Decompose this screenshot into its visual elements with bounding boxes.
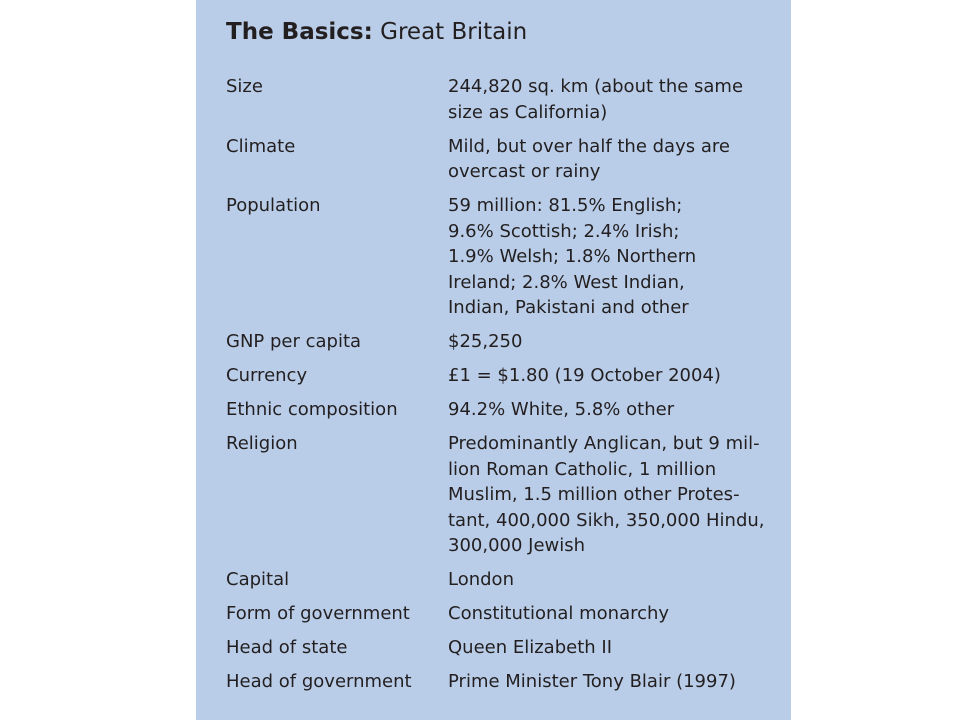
- row-label: Size: [226, 76, 263, 97]
- row-label: Religion: [226, 433, 298, 454]
- row-climate: [226, 134, 791, 185]
- row-label: Head of government: [226, 671, 412, 692]
- row-value: London: [448, 569, 514, 590]
- row-head-of-government: [226, 669, 791, 695]
- row-value: Predominantly Anglican, but 9 mil- lion Roman Catholic, 1 million Muslim, 1.5 million other Protes- tant, 400,000 Sikh, 350,000 Hindu, 300,000 Jewish: [448, 433, 765, 556]
- row-value: 59 million: 81.5% English; 9.6% Scottish; 2.4% Irish; 1.9% Welsh; 1.8% Northern Ireland; 2.8% West Indian, Indian, Pakistani and other: [448, 195, 697, 318]
- row-label: Population: [226, 195, 321, 216]
- row-value: Constitutional monarchy: [448, 603, 670, 624]
- row-label: Head of state: [226, 637, 348, 658]
- row-capital: [226, 567, 791, 593]
- row-label: Climate: [226, 135, 296, 157]
- row-value: 94.2% White, 5.8% other: [448, 399, 675, 420]
- row-value: 244,820 sq. km (about the same size as California): [448, 76, 744, 123]
- row-value: Prime Minister Tony Blair (1997): [448, 671, 736, 692]
- row-head-of-state: [226, 635, 791, 661]
- row-religion: [226, 431, 791, 559]
- row-value: $25,250: [448, 331, 523, 352]
- title-bold: The Basics:: [226, 19, 373, 45]
- row-label: Currency: [226, 365, 308, 386]
- row-value: Mild, but over half the days are overcast or rainy: [448, 135, 730, 182]
- row-gnp-per-capita: [226, 329, 791, 355]
- row-ethnic-composition: [226, 397, 791, 423]
- row-label: Ethnic composition: [226, 399, 398, 420]
- row-value: Queen Elizabeth II: [448, 637, 613, 658]
- row-size: [226, 74, 791, 125]
- panel-title: [226, 16, 791, 48]
- row-value: £1 = $1.80 (19 October 2004): [448, 365, 721, 386]
- title-country: Great Britain: [372, 19, 528, 45]
- row-label: GNP per capita: [226, 331, 362, 352]
- row-population: [226, 193, 791, 321]
- basics-panel: [196, 0, 791, 720]
- row-label: Form of government: [226, 603, 410, 624]
- row-label: Capital: [226, 569, 290, 590]
- row-currency: [226, 363, 791, 389]
- row-form-of-government: [226, 601, 791, 627]
